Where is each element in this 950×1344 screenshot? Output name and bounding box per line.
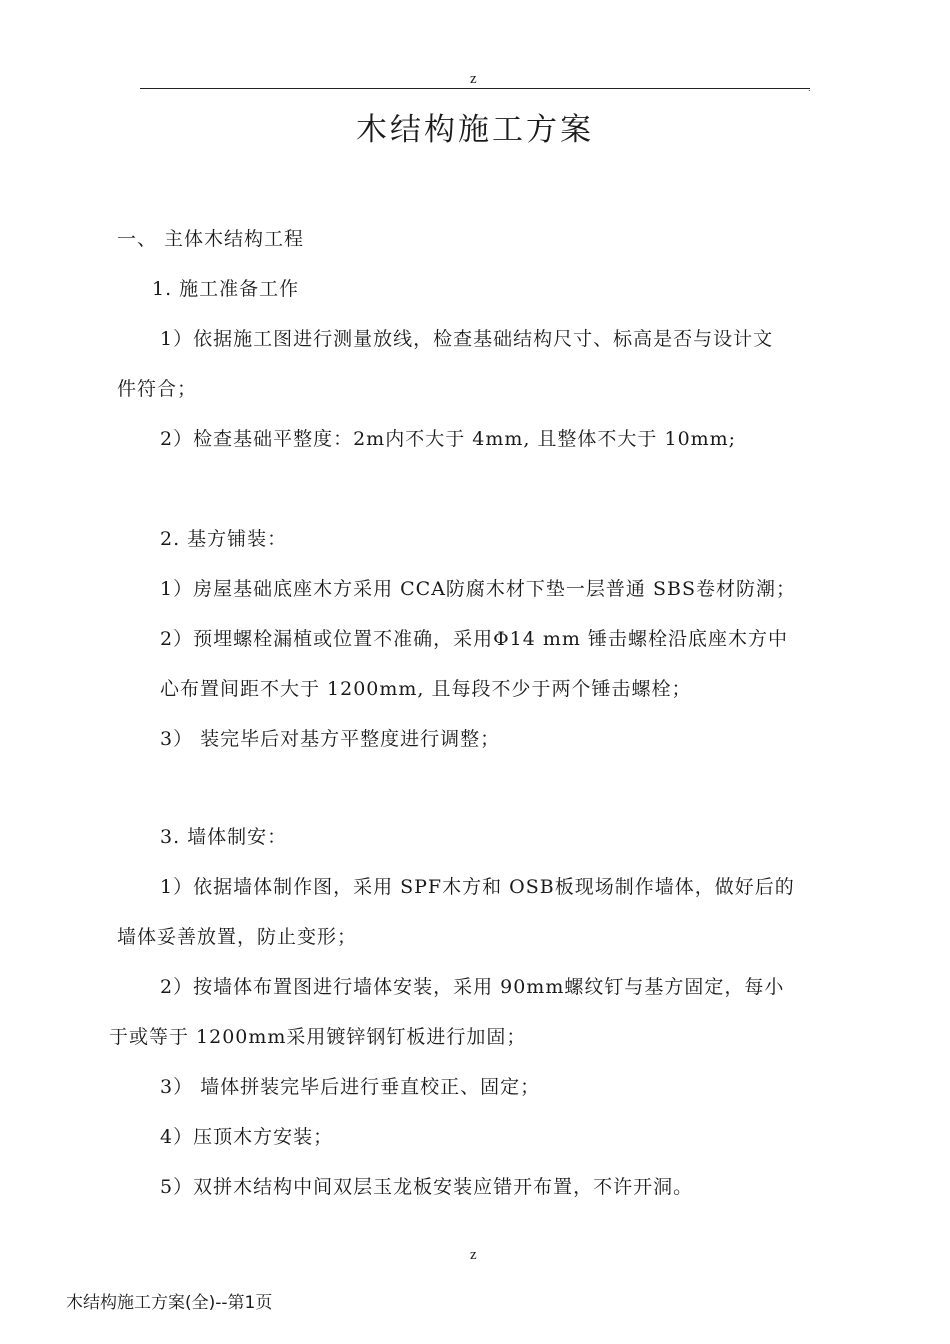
- paragraph-line: 1）依据墙体制作图，采用 SPF木方和 OSB板现场制作墙体，做好后的: [160, 876, 795, 898]
- paragraph-line: 2）检查基础平整度：2m内不大于 4mm, 且整体不大于 10mm;: [160, 428, 737, 450]
- subsection-heading-prep: 1. 施工准备工作: [152, 278, 300, 300]
- header-rule: [140, 88, 810, 89]
- paragraph-line: 1）房屋基础底座木方采用 CCA防腐木材下垫一层普通 SBS卷材防潮；: [160, 578, 796, 600]
- paragraph-line: 3） 墙体拼装完毕后进行垂直校正、固定；: [160, 1076, 541, 1098]
- paragraph-line: 2）预埋螺栓漏植或位置不准确，采用Φ14 mm 锤击螺栓沿底座木方中: [160, 628, 788, 650]
- paragraph-line: 墙体妥善放置，防止变形；: [117, 926, 358, 948]
- header-mark: z: [470, 71, 477, 87]
- section-heading: 一、 主体木结构工程: [117, 228, 305, 250]
- subsection-heading-wall: 3. 墙体制安：: [160, 826, 288, 848]
- footer-page-note: 木结构施工方案(全)--第1页: [66, 1293, 273, 1313]
- footer-mark: z: [470, 1247, 477, 1263]
- document-title: 木结构施工方案: [356, 112, 594, 148]
- paragraph-line: 件符合；: [117, 378, 198, 400]
- paragraph-line: 2）按墙体布置图进行墙体安装，采用 90mm螺纹钉与基方固定，每小: [160, 976, 785, 998]
- paragraph-line: 于或等于 1200mm采用镀锌钢钉板进行加固；: [109, 1026, 527, 1048]
- paragraph-line: 5）双拼木结构中间双层玉龙板安装应错开布置，不许开洞。: [160, 1176, 694, 1198]
- header-dot: .: [808, 84, 811, 93]
- paragraph-line: 3） 装完毕后对基方平整度进行调整；: [160, 728, 501, 750]
- paragraph-line: 4）压顶木方安装；: [160, 1126, 334, 1148]
- paragraph-line: 心布置间距不大于 1200mm, 且每段不少于两个锤击螺栓；: [160, 678, 692, 700]
- subsection-heading-base: 2. 基方铺装：: [160, 528, 288, 550]
- paragraph-line: 1）依据施工图进行测量放线，检查基础结构尺寸、标高是否与设计文: [160, 328, 774, 350]
